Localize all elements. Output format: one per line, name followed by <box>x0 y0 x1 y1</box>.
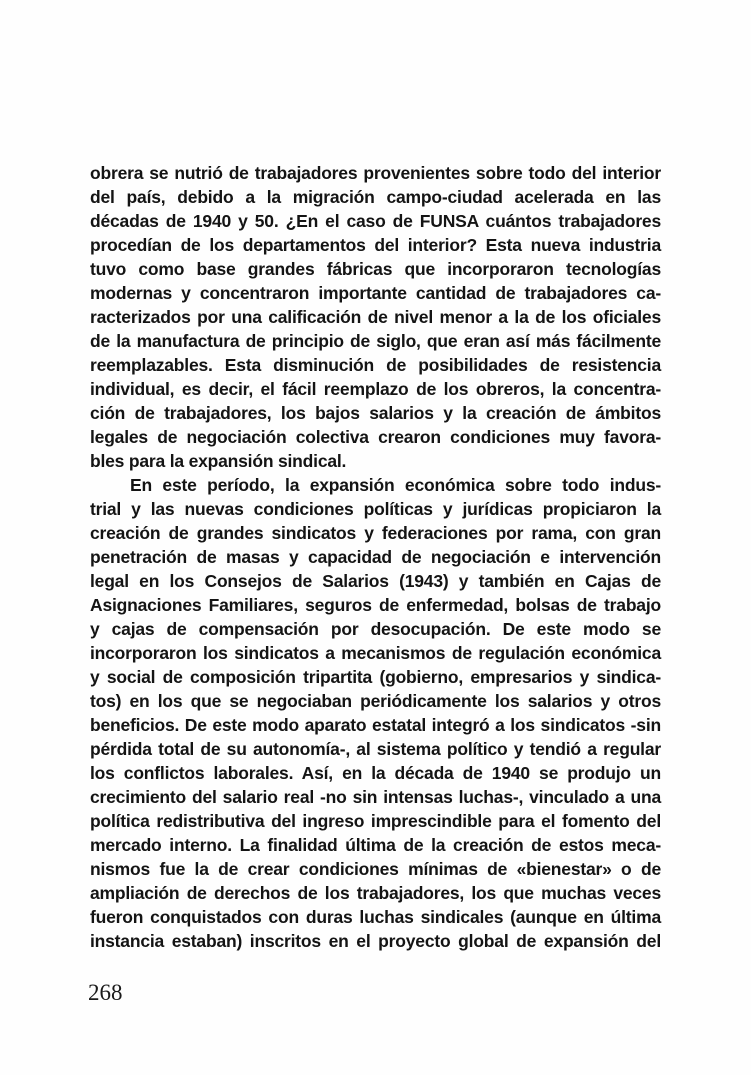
text-line: trial y las nuevas condiciones políticas y jurídicas propiciaron la <box>90 499 661 519</box>
text-line: creación de grandes sindicatos y federaciones por rama, con gran <box>90 523 661 543</box>
paragraph-continuation <box>90 161 661 473</box>
text-line: modernas y concentraron importante cantidad de trabajadores ca- <box>90 283 661 303</box>
text-line: incorporaron los sindicatos a mecanismos de regulación económica <box>90 643 661 663</box>
text-line: mercado interno. La finalidad última de la creación de estos meca- <box>90 835 661 855</box>
text-line: Asignaciones Familiares, seguros de enfermedad, bolsas de trabajo <box>90 595 661 615</box>
text-line: reemplazables. Esta disminución de posibilidades de resistencia <box>90 355 661 375</box>
text-line: instancia estaban) inscritos en el proyecto global de expansión del <box>90 931 661 951</box>
text-line: y social de composición tripartita (gobierno, empresarios y sindica- <box>90 667 661 687</box>
text-line: crecimiento del salario real -no sin intensas luchas-, vinculado a una <box>90 787 661 807</box>
text-line: racterizados por una calificación de nivel menor a la de los oficiales <box>90 307 661 327</box>
text-line: décadas de 1940 y 50. ¿En el caso de FUNSA cuántos trabajadores <box>90 211 661 231</box>
text-line: y cajas de compensación por desocupación. De este modo se <box>90 619 661 639</box>
text-line: individual, es decir, el fácil reemplazo de los obreros, la concentra- <box>90 379 661 399</box>
text-line: ampliación de derechos de los trabajadores, los que muchas veces <box>90 883 661 903</box>
text-line: beneficios. De este modo aparato estatal integró a los sindicatos -sin <box>90 715 661 735</box>
text-line: tuvo como base grandes fábricas que incorporaron tecnologías <box>90 259 661 279</box>
text-line: de la manufactura de principio de siglo, que eran así más fácilmente <box>90 331 661 351</box>
page-number: 268 <box>88 980 123 1005</box>
text-block <box>90 161 661 953</box>
text-line: ción de trabajadores, los bajos salarios y la creación de ámbitos <box>90 403 661 423</box>
text-line: obrera se nutrió de trabajadores provenientes sobre todo del interior <box>90 163 661 183</box>
text-line: legales de negociación colectiva crearon condiciones muy favora- <box>90 427 661 447</box>
text-line: nismos fue la de crear condiciones mínimas de «bienestar» o de <box>90 859 661 879</box>
text-line: procedían de los departamentos del interior? Esta nueva industria <box>90 235 661 255</box>
text-line: del país, debido a la migración campo-ciudad acelerada en las <box>90 187 661 207</box>
text-line: En este período, la expansión económica sobre todo indus- <box>130 475 661 495</box>
text-line: tos) en los que se negociaban periódicamente los salarios y otros <box>90 691 661 711</box>
text-line: pérdida total de su autonomía-, al sistema político y tendió a regular <box>90 739 661 759</box>
text-line: legal en los Consejos de Salarios (1943) y también en Cajas de <box>90 571 661 591</box>
text-line: penetración de masas y capacidad de negociación e intervención <box>90 547 661 567</box>
paragraph-second <box>90 473 661 953</box>
text-line: política redistributiva del ingreso imprescindible para el fomento del <box>90 811 661 831</box>
text-line: bles para la expansión sindical. <box>90 451 347 471</box>
text-line: fueron conquistados con duras luchas sindicales (aunque en última <box>90 907 661 927</box>
text-line: los conflictos laborales. Así, en la década de 1940 se produjo un <box>90 763 661 783</box>
